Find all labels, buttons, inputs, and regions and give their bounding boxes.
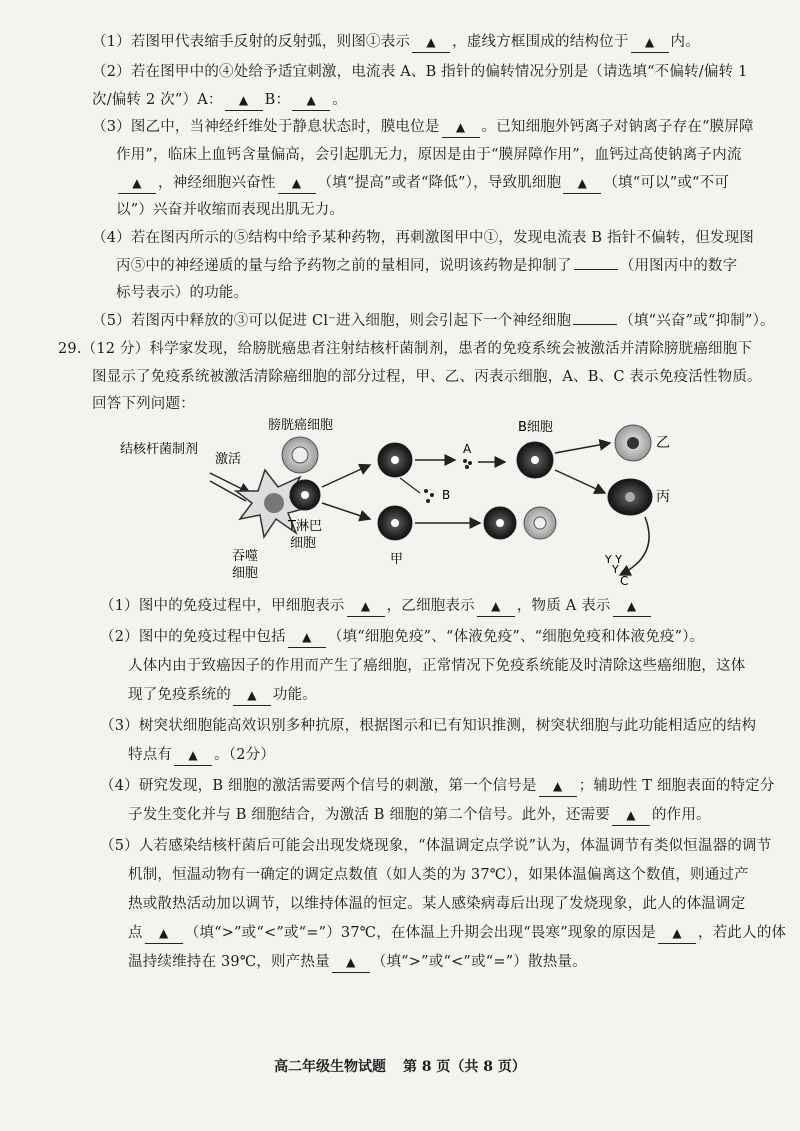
q29-part1: （1）图中的免疫过程中，甲细胞表示 ▲ ，乙细胞表示 ▲ ，物质 A 表示 ▲ xyxy=(100,596,653,617)
q28-part3-line2: 作用”，临床上血钙含量偏高，会引起肌无力，原因是由于“膜屏障作用”，血钙过高使钠离子内流 xyxy=(116,147,742,163)
q29-intro-line3: 回答下列问题： xyxy=(92,396,195,412)
answer-blank: ▲ xyxy=(658,923,696,944)
q28-part2-line2: 次/偏转 2 次”）A： ▲ B： ▲ 。 xyxy=(92,90,347,111)
cytotoxic-t-jia xyxy=(378,506,412,540)
answer-blank: ▲ xyxy=(288,627,326,648)
page-footer xyxy=(0,1056,800,1076)
label-yi: 乙 xyxy=(656,435,670,451)
answer-blank: ▲ xyxy=(332,952,370,973)
memory-cell-yi xyxy=(615,425,651,461)
answer-blank: ▲ xyxy=(233,685,271,706)
label-phagocyte-2: 细胞 xyxy=(232,566,259,581)
label-jia: 甲 xyxy=(390,552,404,567)
label-substance-a: A xyxy=(463,442,472,456)
answer-blank: ▲ xyxy=(412,32,450,53)
q28-part3-line1: （3）图乙中，当神经纤维处于静息状态时，膜电位是 ▲ 。已知细胞外钙离子对钠离子存在“膜屏障 xyxy=(92,117,754,138)
answer-blank: ▲ xyxy=(118,173,156,194)
q29-intro-line1: 29.（12 分）科学家发现，给膀胱癌患者注射结核杆菌制剂，患者的免疫系统会被激活并清除膀胱癌细胞下 xyxy=(58,341,753,357)
answer-blank: ▲ xyxy=(225,90,263,111)
footer-page-number: 第 8 页（共 8 页） xyxy=(402,1059,526,1075)
q28-part4-line1: （4）若在图丙所示的⑤结构中给予某种药物，再刺激图甲中①，发现电流表 B 指针不偏转，但发现图 xyxy=(92,230,754,246)
plasma-cell-bing xyxy=(608,479,652,515)
t-lymphocyte xyxy=(290,480,320,510)
q29-intro-line2: 图显示了免疫系统被激活清除癌细胞的部分过程，甲、乙、丙表示细胞，A、B、C 表示免疫活性物质。 xyxy=(92,369,762,385)
answer-blank: ▲ xyxy=(292,90,330,111)
b-cell xyxy=(517,442,553,478)
helper-t-cell xyxy=(378,443,412,477)
effector-t-cell xyxy=(484,507,516,539)
answer-blank: ▲ xyxy=(539,776,577,797)
q28-part4-line3: 标号表示）的功能。 xyxy=(116,285,249,301)
q29-part5-line3: 热或散热活动加以调节，以维持体温的恒定。某人感染病毒后出现了发烧现象，此人的体温调定 xyxy=(128,896,746,912)
answer-blank: ▲ xyxy=(563,173,601,194)
q29-part3-line2: 特点有 ▲ 。（2分） xyxy=(128,745,275,766)
q28-part3-line3: ▲ ，神经细胞兴奋性 ▲ （填“提高”或者“降低”），导致肌细胞 ▲ （填“可以”或“不可 xyxy=(116,173,729,194)
answer-blank: ▲ xyxy=(174,745,212,766)
answer-blank: ▲ xyxy=(631,32,669,53)
q29-part2-line2: 人体内由于致癌因子的作用而产生了癌细胞，正常情况下免疫系统能及时清除这些癌细胞，这体 xyxy=(128,658,746,674)
immune-process-diagram xyxy=(100,415,720,595)
answer-blank: ▲ xyxy=(477,596,515,617)
q29-part2-line3: 现了免疫系统的 ▲ 功能。 xyxy=(128,685,317,706)
label-bing: 丙 xyxy=(656,489,670,505)
q29-part4-line2: 子发生变化并与 B 细胞结合，为激活 B 细胞的第二个信号。此外，还需要 ▲ 的作用。 xyxy=(128,805,711,826)
label-t-cell-1: T淋巴 xyxy=(288,519,322,534)
label-activate: 激活 xyxy=(215,452,242,467)
svg-text:Y Y: Y Y xyxy=(605,553,622,566)
answer-blank: ▲ xyxy=(278,173,316,194)
target-cancer-cell xyxy=(524,507,556,539)
q29-part5-line2: 机制，恒温动物有一确定的调定点数值（如人类的为 37℃），如果体温偏离这个数值，则通过产 xyxy=(128,867,749,883)
q28-part2-line1: （2）若在图甲中的④处给予适宜刺激，电流表 A、B 指针的偏转情况分别是（请选填“不偏转/偏转 1 xyxy=(92,64,748,80)
q29-part2-line1: （2）图中的免疫过程中包括 ▲ （填“细胞免疫”、“体液免疫”、“细胞免疫和体液免疫”）。 xyxy=(100,627,704,648)
label-b-cell: B细胞 xyxy=(518,420,553,435)
arrow-activate xyxy=(210,473,250,493)
label-substance-b: B xyxy=(442,488,451,502)
label-cancer-cell: 膀胱癌细胞 xyxy=(268,418,334,433)
q29-part5-line5: 温持续维持在 39℃，则产热量 ▲ （填“>”或“<”或“=”）散热量。 xyxy=(128,952,587,973)
footer-subject: 高二年级生物试题 xyxy=(274,1059,387,1075)
q29-part3-line1: （3）树突状细胞能高效识别多种抗原，根据图示和已有知识推测，树突状细胞与此功能相适应的结构 xyxy=(100,718,757,734)
answer-blank: ▲ xyxy=(145,923,183,944)
cancer-cell xyxy=(282,437,318,473)
answer-blank xyxy=(573,324,617,325)
label-tb-agent: 结核杆菌制剂 xyxy=(120,442,199,457)
label-t-cell-2: 细胞 xyxy=(290,536,317,551)
label-substance-c: C xyxy=(620,574,629,588)
answer-blank: ▲ xyxy=(612,805,650,826)
answer-blank: ▲ xyxy=(613,596,651,617)
q28-part4-line2: 丙⑤中的神经递质的量与给予药物之前的量相同，说明该药物是抑制了 （用图丙中的数字 xyxy=(116,258,738,274)
answer-blank: ▲ xyxy=(347,596,385,617)
q29-part5-line1: （5）人若感染结核杆菌后可能会出现发烧现象，“体温调定点学说”认为，体温调节有类似恒温器的调节 xyxy=(100,838,772,854)
q29-part5-line4: 点 ▲ （填“>”或“<”或“=”）37℃，在体温上升期会出现“畏寒”现象的原因是 ▲ ，若此人的体 xyxy=(128,923,786,944)
label-phagocyte-1: 吞噬 xyxy=(232,549,259,564)
answer-blank: ▲ xyxy=(442,117,480,138)
q29-part4-line1: （4）研究发现，B 细胞的激活需要两个信号的刺激，第一个信号是 ▲ ；辅助性 T 细胞表面的特定分 xyxy=(100,776,775,797)
svg-text:Y: Y xyxy=(612,563,619,576)
q28-part5: （5）若图丙中释放的③可以促进 Cl⁻进入细胞，则会引起下一个神经细胞 （填“兴奋”或“抑制”）。 xyxy=(92,313,775,329)
answer-blank xyxy=(574,269,618,270)
q28-part1: （1）若图甲代表缩手反射的反射弧，则图①表示 ▲ ，虚线方框围成的结构位于 ▲ 内。 xyxy=(92,32,700,53)
q28-part3-line4: 以”）兴奋并收缩而表现出肌无力。 xyxy=(116,202,345,218)
